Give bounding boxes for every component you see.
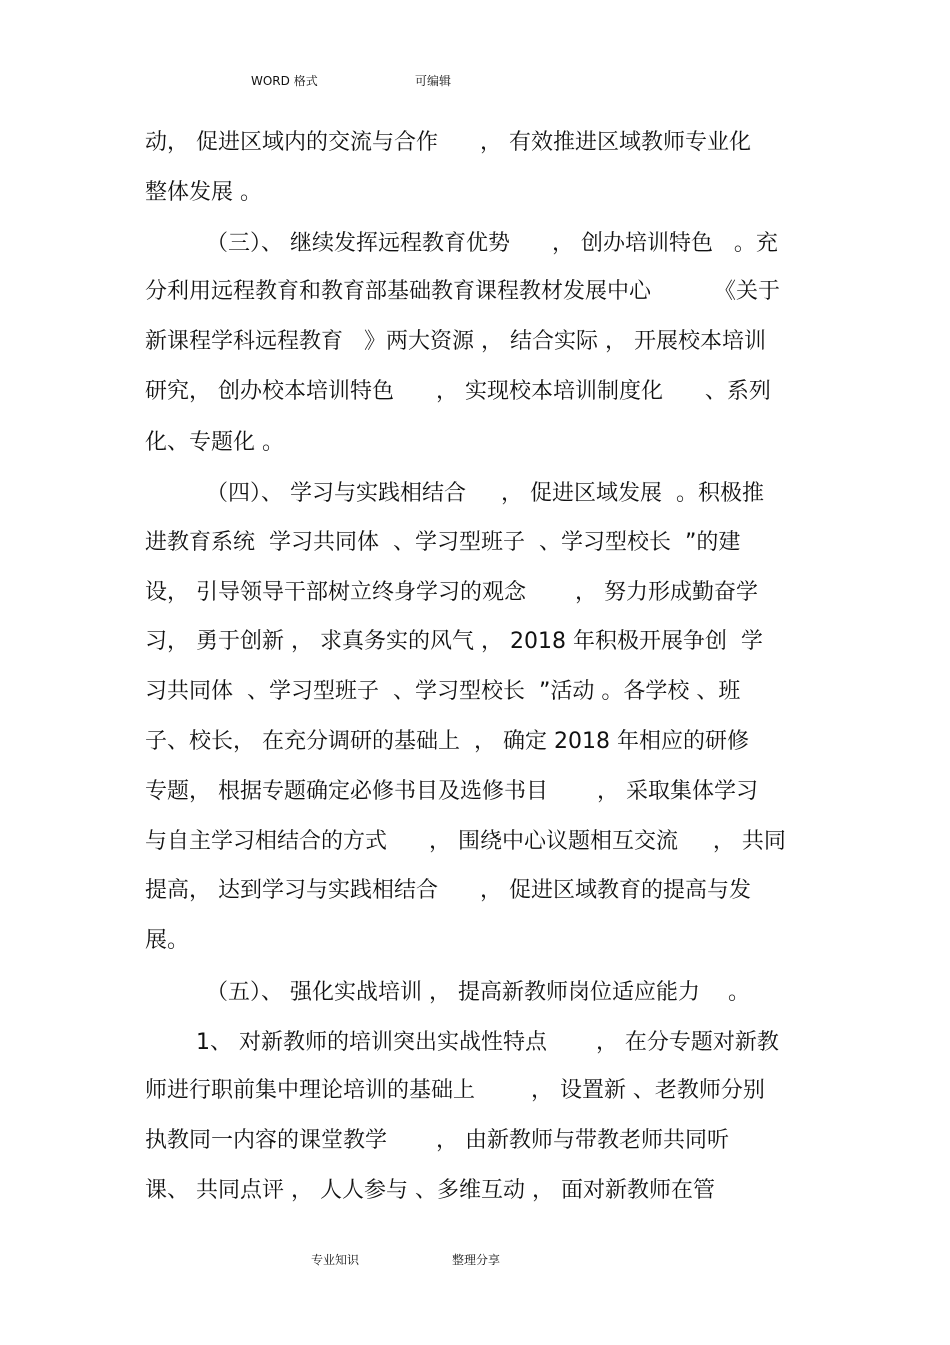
text-line: 化、专题化 。 (145, 430, 284, 455)
page-footer (0, 1250, 950, 1270)
footer-share-label: 整理分享 (452, 1253, 501, 1267)
text-line: 整体发展 。 (145, 180, 262, 205)
text-line: （四）、 学习与实践相结合 ， 促进区域发展 。积极推 (206, 481, 764, 506)
text-line: 分利用远程教育和教育部基础教育课程教材发展中心 《关于 (145, 279, 780, 304)
text-line: 进教育系统 学习共同体 、学习型班子 、学习型校长 ”的建 (145, 530, 741, 555)
text-line: 与自主学习相结合的方式 ， 围绕中心议题相互交流 ， 共同 (145, 829, 786, 854)
text-line: 动， 促进区域内的交流与合作 ， 有效推进区域教师专业化 (145, 130, 751, 155)
text-line: 研究， 创办校本培训特色 ， 实现校本培训制度化 、系列 (145, 379, 771, 404)
text-line: （三）、 继续发挥远程教育优势 ， 创办培训特色 。充 (206, 231, 778, 256)
text-line: 展。 (145, 928, 190, 953)
text-line: 子、校长， 在充分调研的基础上 ， 确定 2018 年相应的研修 (145, 729, 749, 754)
text-line: 新课程学科远程教育 》两大资源 ， 结合实际 ， 开展校本培训 (145, 329, 766, 354)
header-format-label: WORD 格式 (251, 74, 318, 88)
text-line: 1、 对新教师的培训突出实战性特点 ， 在分专题对新教 (196, 1030, 779, 1055)
footer-knowledge-label: 专业知识 (311, 1253, 360, 1267)
text-line: 设， 引导领导干部树立终身学习的观念 ， 努力形成勤奋学 (145, 580, 758, 605)
text-line: 提高， 达到学习与实践相结合 ， 促进区域教育的提高与发 (145, 878, 751, 903)
header-editable-label: 可编辑 (415, 74, 452, 88)
text-line: （五）、 强化实战培训 ， 提高新教师岗位适应能力 。 (206, 980, 750, 1005)
page-header (0, 71, 950, 91)
text-line: 习， 勇于创新 ， 求真务实的风气 ， 2018 年积极开展争创 学 (145, 629, 763, 654)
text-line: 课、 共同点评 ， 人人参与 、多维互动 ， 面对新教师在管 (145, 1178, 715, 1203)
text-line: 师进行职前集中理论培训的基础上 ， 设置新 、老教师分别 (145, 1078, 765, 1103)
text-line: 执教同一内容的课堂教学 ， 由新教师与带教老师共同听 (145, 1128, 729, 1153)
text-line: 习共同体 、学习型班子 、学习型校长 ”活动 。各学校 、班 (145, 679, 741, 704)
text-line: 专题， 根据专题确定必修书目及选修书目 ， 采取集体学习 (145, 779, 758, 804)
